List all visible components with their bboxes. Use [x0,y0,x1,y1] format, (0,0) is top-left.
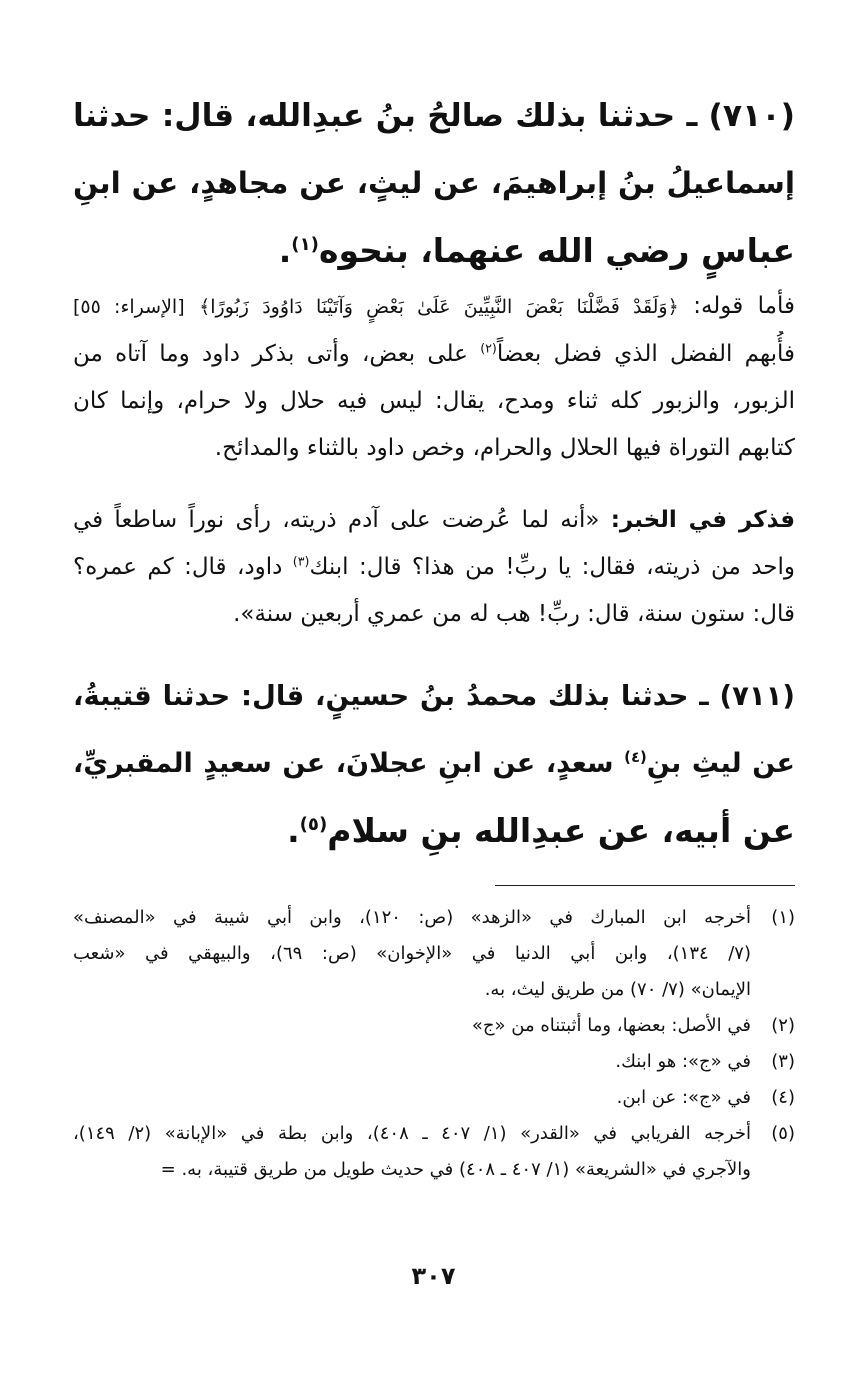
commentary-line-3: الزبور، والزبور كله ثناء ومدح، يقال: ليس فيه حلال ولا حرام، وإنما كان [73,388,795,414]
commentary-line-2 [73,331,795,378]
footnote-5-text-1: أخرجه الفريابي في «القدر» (١/ ٤٠٧ ـ ٤٠٨)، وابن بطة في «الإبانة» (٢/ ١٤٩)، [73,1123,751,1144]
footnote-2 [73,1008,795,1044]
footnote-3-text: في «ج»: هو ابنك. [615,1051,751,1072]
hadith-711-line-3-a: عن أبيه، عن عبدِالله بنِ سلام [327,811,795,850]
verse-reference: [الإسراء: ٥٥] [73,296,185,318]
khabar-label: فذكر في الخبر: [610,507,795,533]
commentary-line-4: كتابهم التوراة فيها الحلال والحرام، وخص داود بالثناء والمدائح. [214,435,795,461]
footnote-1-line-3: الإيمان» (٧/ ٧٠) من طريق ليث، به. [484,979,751,1000]
khabar-line-2 [73,544,795,591]
hadith-711-line-3-end: . [287,811,300,850]
footnote-4 [73,1080,795,1116]
footnote-5 [73,1116,795,1188]
commentary-prefix: فأما قوله: [693,293,795,319]
footnote-4-number: (٤) [771,1087,795,1108]
commentary-line-2-a: فأُبهم الفضل الذي فضل بعضاً [496,341,795,367]
commentary-paragraph [73,283,795,472]
quran-verse: ﴿وَلَقَدْ فَضَّلْنَا بَعْضَ النَّبِيِّينَ عَلَىٰ بَعْضٍ وَآتَيْنَا دَاوُودَ زَبُورًا﴾ [199,296,679,318]
footnote-5-number: (٥) [771,1123,795,1144]
footnote-2-text: في الأصل: بعضها، وما أثبتناه من «ج» [471,1015,751,1036]
footnote-1-number: (١) [771,907,795,928]
hadith-710-line-3 [73,217,795,284]
footnote-5-line-1 [73,1116,795,1152]
khabar-paragraph [73,497,795,638]
footnote-ref-1: (١) [291,234,319,255]
hadith-711-line-2-b: سعدٍ، عن ابنِ عجلانَ، عن سعيدٍ المقبريِّ، [73,748,614,779]
footnote-3-number: (٣) [771,1051,795,1072]
footnote-1 [73,900,795,1008]
hadith-710-line-3-end: . [278,231,292,270]
khabar-line-2-a: واحد من ذريته، فقال: يا ربِّ! من هذا؟ قال: ابنك [309,554,795,580]
khabar-line-2-b: داود، قال: كم عمره؟ [73,554,283,580]
footnote-ref-2: (٢) [480,340,497,356]
footnote-1-line-1 [73,900,795,936]
footnote-5-line-2: والآجري في «الشريعة» (١/ ٤٠٧ ـ ٤٠٨) في حديث طويل من طريق قتيبة، به. = [160,1159,751,1180]
footnote-4-text: في «ج»: عن ابن. [616,1087,751,1108]
page-number: ٣٠٧ [411,1262,456,1290]
footnote-4-line-1 [73,1080,795,1116]
footnote-1-line-2: (٧/ ١٣٤)، وابن أبي الدنيا في «الإخوان» (ص: ٦٩)، والبيهقي في «شعب [73,943,751,964]
footnote-ref-4: (٤) [624,748,647,766]
footnote-2-line-1 [73,1008,795,1044]
footnote-divider [495,885,795,886]
hadith-710 [73,83,795,284]
khabar-line-1 [73,497,795,544]
hadith-710-line-3-text: عباسٍ رضي الله عنهما، بنحوه [318,231,795,270]
hadith-710-line-1: (٧١٠) ـ حدثنا بذلك صالحُ بنُ عبدِالله، قال: حدثنا [73,98,795,134]
hadith-711-line-1: (٧١١) ـ حدثنا بذلك محمدُ بنُ حسينٍ، قال: حدثنا قتيبةُ، [73,680,795,712]
hadith-711-line-3 [73,797,795,864]
commentary-line-2-b: على بعض، وأتى بذكر داود وما آتاه من [73,341,468,367]
hadith-711-line-2 [73,730,795,797]
commentary-line-1 [73,283,795,331]
footnote-3-line-1 [73,1044,795,1080]
hadith-711 [73,663,795,864]
footnote-ref-3: (٣) [292,553,310,569]
footnote-2-number: (٢) [771,1015,795,1036]
hadith-710-line-2: إسماعيلُ بنُ إبراهيمَ، عن ليثٍ، عن مجاهدٍ، عن ابنِ [73,166,795,200]
footnote-ref-5: (٥) [299,814,328,835]
khabar-line-1-rest: «أنه لما عُرضت على آدم ذريته، رأى نوراً ساطعاً في [73,507,600,533]
footnotes [73,900,795,1188]
hadith-711-line-2-a: عن ليثِ بنِ [646,748,795,779]
footnote-3 [73,1044,795,1080]
footnote-1-text-1: أخرجه ابن المبارك في «الزهد» (ص: ١٢٠)، وابن أبي شيبة في «المصنف» [73,907,752,928]
khabar-line-3: قال: ستون سنة، قال: ربِّ! هب له من عمري أربعين سنة». [233,601,795,627]
